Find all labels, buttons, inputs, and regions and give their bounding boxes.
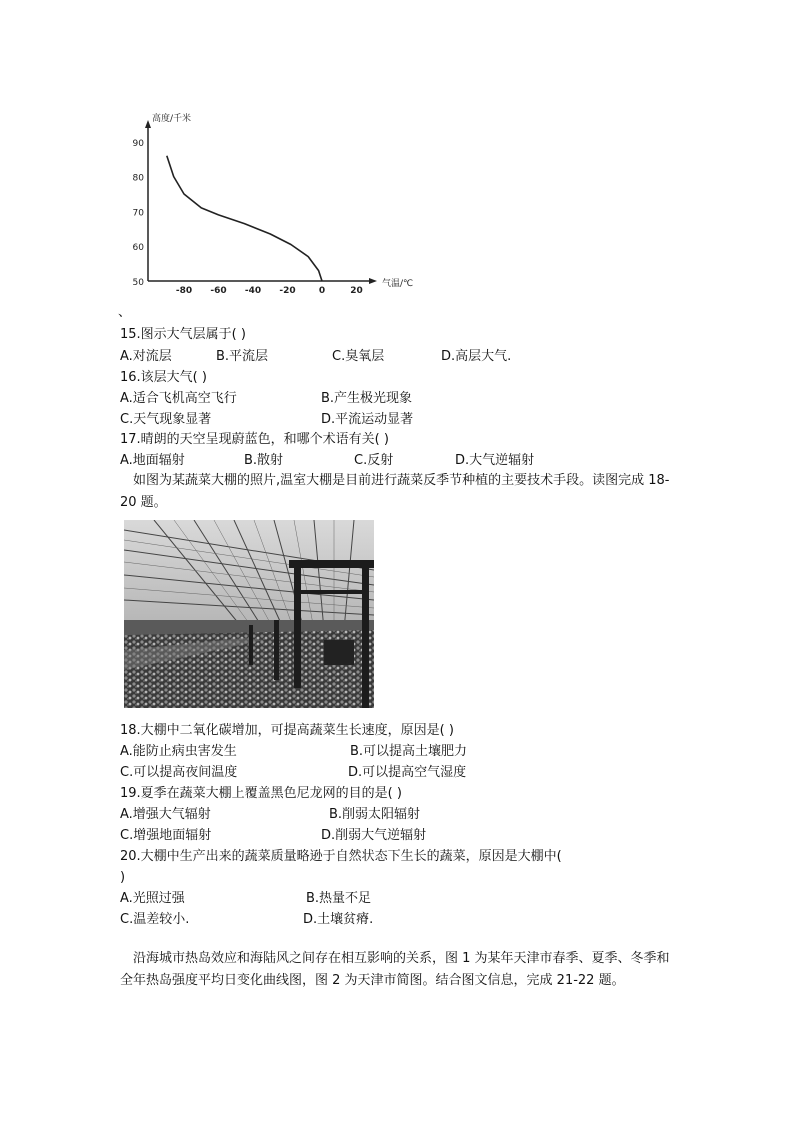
y-axis-label: 高度/千米 (152, 114, 192, 124)
q20-option-c: C.温差较小. (120, 912, 190, 927)
question-20-stem: 20.大棚中生产出来的蔬菜质量略逊于自然状态下生长的蔬菜，原因是大棚中( (120, 849, 562, 864)
y-tick-label: 70 (132, 208, 144, 219)
question-15-stem: 15.图示大气层属于( ) (120, 327, 246, 342)
x-tick-label: -60 (210, 286, 227, 296)
x-tick-label: 0 (318, 286, 326, 296)
y-tick-label: 60 (132, 243, 144, 254)
q15-option-d: D.高层大气. (441, 349, 512, 364)
temperature-curve (167, 156, 322, 281)
intro-paragraph-heat-island: 沿海城市热岛效应和海陆风之间存在相互影响的关系，图 1 为某年天津市春季、夏季、冬季和全年热岛强度平均日变化曲线图，图 2 为天津市简图。结合图文信息，完成 21-22 题。 (120, 951, 670, 988)
x-axis-arrow (369, 278, 377, 284)
intro-paragraph-greenhouse: 如图为某蔬菜大棚的照片,温室大棚是目前进行蔬菜反季节种植的主要技术手段。读图完成 18-20 题。 (120, 473, 670, 510)
q15-option-b: B.平流层 (216, 349, 269, 364)
q20-option-a: A.光照过强 (120, 891, 185, 906)
x-tick-label: -40 (244, 286, 262, 296)
x-tick-label: -20 (279, 286, 296, 296)
question-20-stem-cont: ) (120, 870, 126, 885)
q18-option-d: D.可以提高空气湿度 (348, 765, 467, 780)
stray-mark: 、 (118, 305, 132, 320)
q19-option-a: A.增强大气辐射 (120, 807, 211, 822)
q17-option-d: D.大气逆辐射 (455, 453, 535, 468)
q18-option-a: A.能防止病虫害发生 (120, 744, 237, 759)
x-tick-label: 20 (350, 286, 363, 296)
y-tick-label: 90 (132, 138, 144, 149)
y-tick-label: 50 (132, 278, 144, 288)
q20-option-b: B.热量不足 (306, 891, 372, 906)
q15-option-a: A.对流层 (120, 349, 172, 364)
q19-option-d: D.削弱大气逆辐射 (321, 828, 427, 843)
q16-option-d: D.平流运动显著 (321, 412, 414, 427)
y-axis-arrow (145, 120, 151, 128)
q18-option-c: C.可以提高夜间温度 (120, 765, 238, 780)
q17-option-b: B.散射 (244, 453, 284, 468)
q16-option-b: B.产生极光现象 (321, 391, 413, 406)
q15-option-c: C.臭氧层 (332, 349, 385, 364)
question-19-stem: 19.夏季在蔬菜大棚上覆盖黑色尼龙网的目的是( ) (120, 786, 402, 801)
q17-option-c: C.反射 (354, 453, 394, 468)
question-17-stem: 17.晴朗的天空呈现蔚蓝色，和哪个术语有关( ) (120, 432, 389, 447)
question-16-stem: 16.该层大气( ) (120, 370, 207, 385)
q19-option-c: C.增强地面辐射 (120, 828, 212, 843)
q16-option-a: A.适合飞机高空飞行 (120, 391, 237, 406)
x-tick-label: -80 (175, 286, 193, 296)
q18-option-b: B.可以提高土壤肥力 (350, 744, 468, 759)
q16-option-c: C.天气现象显著 (120, 412, 212, 427)
x-axis-label: 气温/℃ (382, 279, 414, 289)
y-tick-label: 80 (132, 173, 144, 184)
q19-option-b: B.削弱太阳辐射 (329, 807, 421, 822)
q17-option-a: A.地面辐射 (120, 453, 185, 468)
q20-option-d: D.土壤贫瘠. (303, 912, 374, 927)
greenhouse-photo (124, 520, 374, 708)
question-18-stem: 18.大棚中二氧化碳增加，可提高蔬菜生长速度，原因是( ) (120, 723, 454, 738)
